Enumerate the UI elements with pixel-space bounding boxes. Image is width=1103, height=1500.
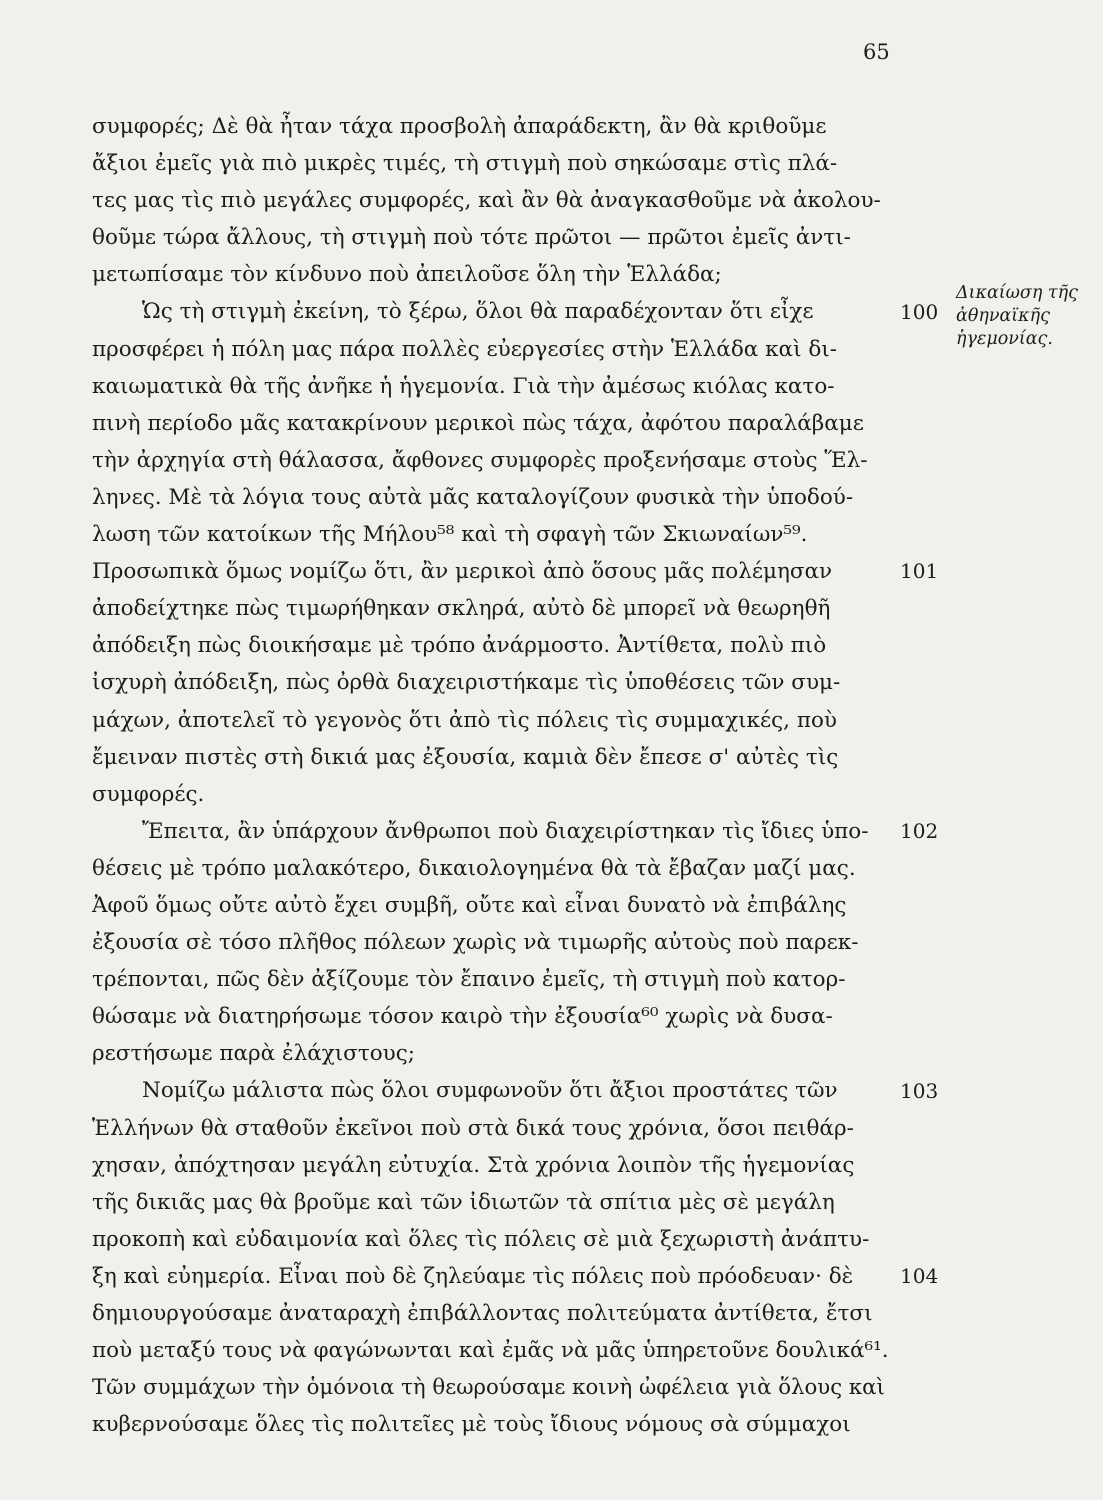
page-number: 65: [863, 40, 890, 64]
line-number: 101: [900, 559, 939, 584]
text-line: Προσωπικὰ ὅμως νομίζω ὅτι, ἂν μερικοὶ ἀπὸ ὅσους μᾶς πολέμησαν: [92, 559, 833, 585]
text-line: ληνες. Μὲ τὰ λόγια τους αὐτὰ μᾶς καταλογίζουν φυσικὰ τὴν ὑποδού-: [92, 484, 854, 510]
body-text: [92, 108, 892, 1443]
text-line: τὴν ἀρχηγία στὴ θάλασσα, ἄφθονες συμφορὲς προξενήσαμε στοὺς Ἕλ-: [92, 447, 868, 473]
text-line: χησαν, ἀπόχτησαν μεγάλη εὐτυχία. Στὰ χρόνια λοιπὸν τῆς ἡγεμονίας: [92, 1152, 855, 1178]
text-line: Ὡς τὴ στιγμὴ ἐκείνη, τὸ ξέρω, ὅλοι θὰ παραδέχονταν ὅτι εἶχε: [142, 299, 814, 325]
text-line: Ἑλλήνων θὰ σταθοῦν ἐκεῖνοι ποὺ στὰ δικά τους χρόνια, ὅσοι πειθάρ-: [92, 1115, 854, 1141]
line-number: 104: [900, 1264, 939, 1289]
text-line: προκοπὴ καὶ εὐδαιμονία καὶ ὅλες τὶς πόλεις σὲ μιὰ ξεχωριστὴ ἀνάπτυ-: [92, 1226, 870, 1252]
text-line: θέσεις μὲ τρόπο μαλακότερο, δικαιολογημένα θὰ τὰ ἔβαζαν μαζί μας.: [92, 855, 856, 881]
text-line: ποὺ μεταξύ τους νὰ φαγώνωνται καὶ ἐμᾶς νὰ μᾶς ὑπηρετοῦνε δουλικά⁶¹.: [92, 1338, 889, 1364]
text-line: μάχων, ἀποτελεῖ τὸ γεγονὸς ὅτι ἀπὸ τὶς πόλεις τὶς συμμαχικές, ποὺ: [92, 707, 837, 733]
text-line: μετωπίσαμε τὸν κίνδυνο ποὺ ἀπειλοῦσε ὅλη τὴν Ἑλλάδα;: [92, 262, 722, 288]
marginal-note-line: ἀθηναϊκῆς: [956, 306, 1050, 326]
text-line: ξη καὶ εὐημερία. Εἶναι ποὺ δὲ ζηλεύαμε τὶς πόλεις ποὺ πρόοδευαν· δὲ: [92, 1263, 854, 1289]
text-line: κυβερνούσαμε ὅλες τὶς πολιτεῖες μὲ τοὺς ἴδιους νόμους σὰ σύμμαχοι: [92, 1412, 851, 1438]
text-line: ἀποδείχτηκε πὼς τιμωρήθηκαν σκληρά, αὐτὸ δὲ μπορεῖ νὰ θεωρηθῆ: [92, 596, 831, 622]
text-line: θοῦμε τώρα ἄλλους, τὴ στιγμὴ ποὺ τότε πρῶτοι — πρῶτοι ἐμεῖς ἀντι-: [92, 225, 851, 251]
text-line: δημιουργούσαμε ἀναταραχὴ ἐπιβάλλοντας πολιτεύματα ἀντίθετα, ἔτσι: [92, 1301, 873, 1326]
text-line: καιωματικὰ θὰ τῆς ἀνῆκε ἡ ἡγεμονία. Γιὰ τὴν ἀμέσως κιόλας κατο-: [92, 373, 835, 399]
text-line: λωση τῶν κατοίκων τῆς Μήλου⁵⁸ καὶ τὴ σφαγὴ τῶν Σκιωναίων⁵⁹.: [92, 522, 808, 548]
text-line: συμφορές.: [92, 781, 205, 807]
text-line: ἐξουσία σὲ τόσο πλῆθος πόλεων χωρὶς νὰ τιμωρῆς αὐτοὺς ποὺ παρεκ-: [92, 930, 859, 956]
text-line: Τῶν συμμάχων τὴν ὁμόνοια τὴ θεωρούσαμε κοινὴ ὠφέλεια γιὰ ὅλους καὶ: [92, 1375, 885, 1401]
text-line: Ἀφοῦ ὅμως οὔτε αὐτὸ ἔχει συμβῆ, οὔτε καὶ εἶναι δυνατὸ νὰ ἐπιβάλης: [92, 892, 847, 918]
text-line: ἰσχυρὴ ἀπόδειξη, πὼς ὀρθὰ διαχειριστήκαμε τὶς ὑποθέσεις τῶν συμ-: [92, 670, 841, 696]
text-line: τρέπονται, πῶς δὲν ἀξίζουμε τὸν ἔπαινο ἐμεῖς, τὴ στιγμὴ ποὺ κατορ-: [92, 967, 846, 993]
text-line: Ἔπειτα, ἂν ὑπάρχουν ἄνθρωποι ποὺ διαχειρίστηκαν τὶς ἴδιες ὑπο-: [142, 818, 869, 844]
text-line: Νομίζω μάλιστα πὼς ὅλοι συμφωνοῦν ὅτι ἄξιοι προστάτες τῶν: [142, 1078, 838, 1104]
line-number: 102: [900, 818, 939, 843]
marginal-note-line: ἡγεμονίας.: [956, 329, 1053, 349]
line-number: 100: [900, 299, 939, 324]
text-line: θώσαμε νὰ διατηρήσωμε τόσον καιρὸ τὴν ἐξουσία⁶⁰ χωρὶς νὰ δυσα-: [92, 1004, 833, 1030]
text-line: ἔμειναν πιστὲς στὴ δικιά μας ἐξουσία, καμιὰ δὲν ἔπεσε σ' αὐτὲς τὶς: [92, 744, 839, 770]
marginal-note-line: Δικαίωση τῆς: [956, 283, 1078, 303]
text-line: ἄξιοι ἐμεῖς γιὰ πιὸ μικρὲς τιμές, τὴ στιγμὴ ποὺ σηκώσαμε στὶς πλά-: [92, 151, 838, 177]
marginal-note: [956, 282, 1096, 351]
text-line: ρεστήσωμε παρὰ ἐλάχιστους;: [92, 1041, 416, 1067]
text-line: συμφορές; Δὲ θὰ ἦταν τάχα προσβολὴ ἀπαράδεκτη, ἂν θὰ κριθοῦμε: [92, 114, 827, 139]
text-line: τῆς δικιᾶς μας θὰ βροῦμε καὶ τῶν ἰδιωτῶν τὰ σπίτια μὲς σὲ μεγάλη: [92, 1189, 835, 1215]
text-line: πινὴ περίοδο μᾶς κατακρίνουν μερικοὶ πὼς τάχα, ἀφότου παραλάβαμε: [92, 410, 864, 436]
text-line: τες μας τὶς πιὸ μεγάλες συμφορές, καὶ ἂν θὰ ἀναγκασθοῦμε νὰ ἀκολου-: [92, 188, 881, 214]
text-line: ἀπόδειξη πὼς διοικήσαμε μὲ τρόπο ἀνάρμοστο. Ἀντίθετα, πολὺ πιὸ: [92, 633, 827, 659]
line-number: 103: [900, 1078, 939, 1103]
text-line: προσφέρει ἡ πόλη μας πάρα πολλὲς εὐεργεσίες στὴν Ἑλλάδα καὶ δι-: [92, 336, 837, 362]
